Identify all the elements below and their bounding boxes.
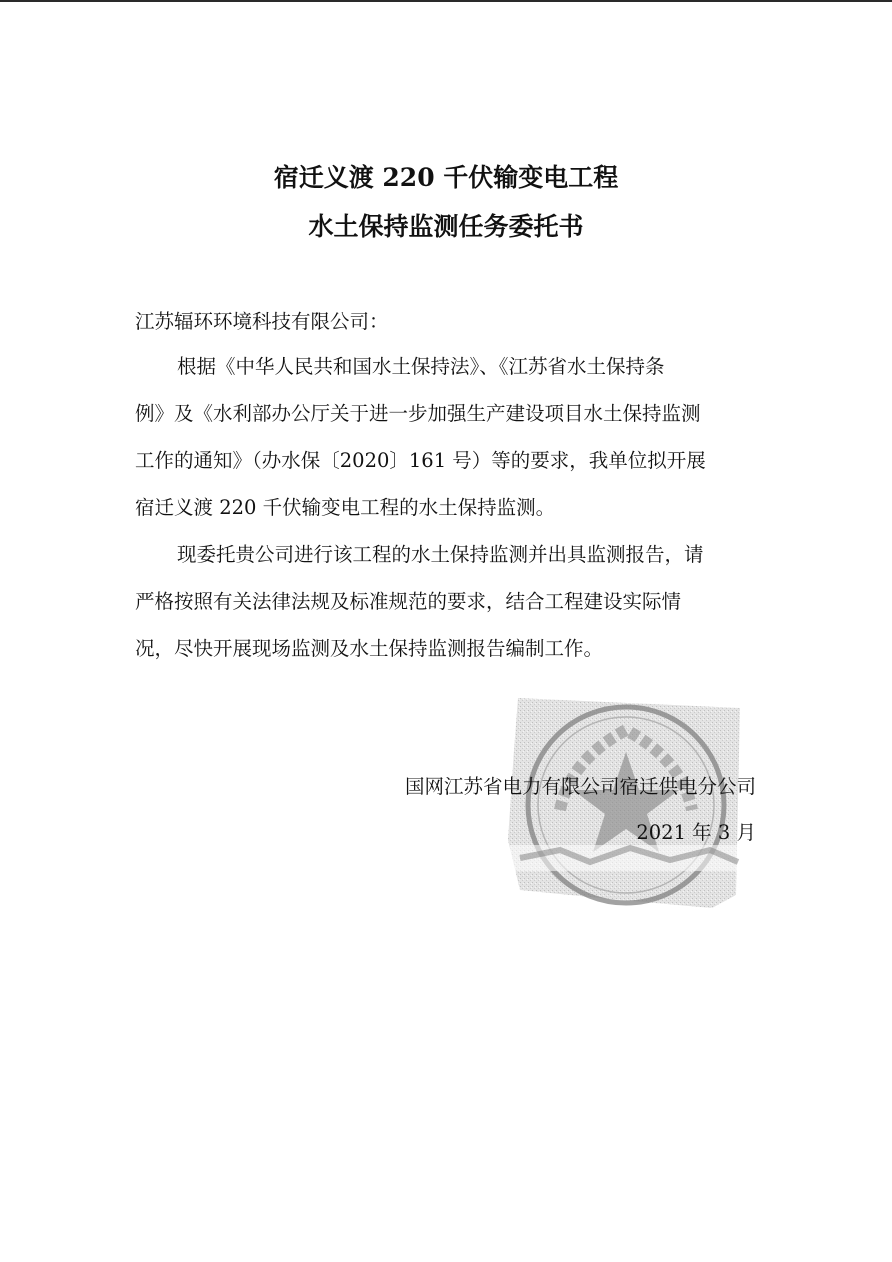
signature-date: 2021 年 3 月 (636, 821, 756, 844)
paragraph-1-line: 例》及《水利部办公厅关于进一步加强生产建设项目水土保持监测 (135, 402, 701, 425)
paragraph-1-line: 宿迁义渡 220 千伏输变电工程的水土保持监测。 (135, 496, 556, 519)
paragraph-2-line: 严格按照有关法律法规及标准规范的要求，结合工程建设实际情 (135, 590, 682, 613)
document-title-line-1: 宿迁义渡 220 千伏输变电工程 (273, 163, 619, 192)
document-title-line-2: 水土保持监测任务委托书 (308, 212, 584, 241)
page-top-border (0, 0, 892, 2)
paragraph-1-line: 根据《中华人民共和国水土保持法》、《江苏省水土保持条 (177, 355, 665, 378)
paragraph-1-line: 工作的通知》（办水保〔2020〕161 号）等的要求，我单位拟开展 (135, 449, 706, 472)
paragraph-2-line: 现委托贵公司进行该工程的水土保持监测并出具监测报告，请 (177, 543, 704, 566)
signature-organization: 国网江苏省电力有限公司宿迁供电分公司 (404, 775, 756, 798)
paragraph-2-line: 况，尽快开展现场监测及水土保持监测报告编制工作。 (135, 637, 604, 660)
addressee: 江苏辐环环境科技有限公司： (135, 310, 389, 333)
